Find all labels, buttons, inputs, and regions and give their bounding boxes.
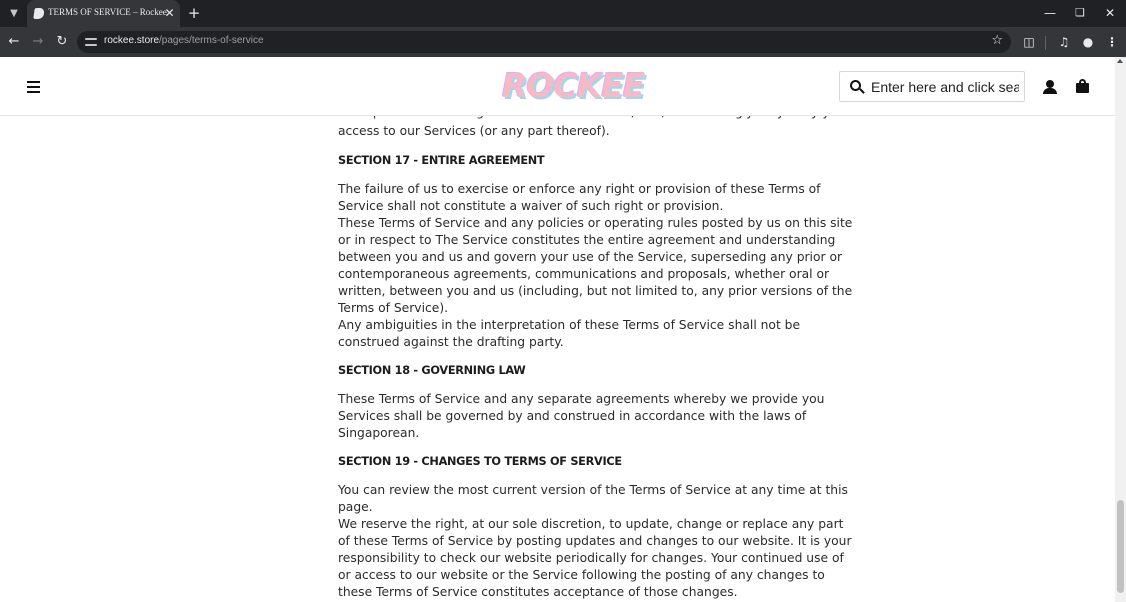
section-heading: SECTION 18 - GOVERNING LAW <box>338 364 526 377</box>
paragraph-line: Any ambiguities in the interpretation of these Terms of Service shall not be <box>338 318 801 332</box>
paragraph-line: You can review the most current version of the Terms of Service at any time at this <box>338 483 848 497</box>
browser-tab[interactable] <box>27 0 180 27</box>
account-icon[interactable] <box>1043 80 1057 94</box>
tab-search-icon[interactable]: ▼ <box>10 8 18 19</box>
menu-kebab-icon[interactable]: ⋮ <box>1106 35 1118 49</box>
paragraph-line: access to our Services (or any part thereof). <box>338 124 610 138</box>
minimize-icon[interactable]: — <box>1044 6 1056 20</box>
paragraph-line: The failure of us to exercise or enforce any right or provision of these Terms of <box>338 182 821 196</box>
back-icon[interactable]: ← <box>8 34 20 49</box>
hamburger-menu-icon[interactable] <box>27 81 40 93</box>
search-icon[interactable] <box>850 80 864 94</box>
paragraph-line: or in respect to The Service constitutes the entire agreement and understanding <box>338 233 836 247</box>
site-logo[interactable]: ROCKEE <box>502 66 645 105</box>
paragraph-line: These Terms of Service and any separate agreements whereby we provide you <box>338 392 825 406</box>
page-scrollbar[interactable] <box>1115 57 1126 602</box>
paragraph-line: These Terms of Service and any policies or operating rules posted by us on this site <box>338 216 853 230</box>
scroll-up-arrow-icon[interactable] <box>1117 59 1123 63</box>
forward-icon[interactable]: → <box>32 34 44 49</box>
toolbar-separator <box>1045 36 1046 50</box>
profile-icon[interactable]: ● <box>1082 35 1094 49</box>
url-host: rockee.store <box>104 35 160 46</box>
paragraph-line: written, between you and us (including, but not limited to, any prior versions of the <box>338 284 853 298</box>
paragraph-line: between you and us and govern your use of the Service, superseding any prior or <box>338 250 843 264</box>
tab-close-icon[interactable]: ✕ <box>164 6 175 20</box>
site-info-icon[interactable] <box>85 35 97 49</box>
paragraph-line: page. <box>338 500 373 514</box>
shopping-bag-icon[interactable] <box>1076 79 1089 93</box>
paragraph-line: Service shall not constitute a waiver of such right or provision. <box>338 199 724 213</box>
paragraph-line: of these Terms of Service by posting updates and changes to our website. It is your <box>338 534 852 548</box>
url-text[interactable] <box>104 35 264 46</box>
paragraph-line: Terms of Service). <box>338 301 449 315</box>
browser-tab-bar <box>0 0 1126 27</box>
section-heading: SECTION 17 - ENTIRE AGREEMENT <box>338 154 545 167</box>
paragraph-line: responsibility to check our website periodically for changes. Your continued use of <box>338 551 844 565</box>
search-input[interactable] <box>871 76 1019 98</box>
paragraph-line: Singaporean. <box>338 426 420 440</box>
paragraph-line: construed against the drafting party. <box>338 335 564 349</box>
url-path: /pages/terms-of-service <box>159 35 264 46</box>
section-heading: SECTION 19 - CHANGES TO TERMS OF SERVICE <box>338 455 622 468</box>
rockee-favicon-icon <box>33 8 45 19</box>
reload-icon[interactable]: ↻ <box>56 34 68 49</box>
search-box[interactable] <box>839 71 1025 102</box>
new-tab-icon[interactable]: + <box>187 4 201 22</box>
bookmark-star-icon[interactable]: ☆ <box>991 33 1003 48</box>
paragraph-line: or access to our website or the Service following the posting of any changes to <box>338 568 825 582</box>
site-header <box>0 57 1115 116</box>
paragraph-line: We reserve the right, at our sole discretion, to update, change or replace any part <box>338 517 844 531</box>
terms-content <box>338 116 853 602</box>
paragraph-line: these Terms of Service constitutes acceptance of those changes. <box>338 585 738 599</box>
paragraph-line: Services shall be governed by and construed in accordance with the laws of <box>338 409 807 423</box>
address-bar[interactable] <box>77 31 1011 53</box>
restore-icon[interactable]: ❏ <box>1075 6 1085 19</box>
extensions-icon[interactable]: ◫ <box>1023 35 1035 49</box>
window-close-icon[interactable]: ✕ <box>1104 6 1116 20</box>
scrollbar-thumb[interactable] <box>1117 500 1124 593</box>
media-control-icon[interactable]: ♫ <box>1058 35 1070 49</box>
browser-toolbar <box>0 27 1126 57</box>
paragraph-line: contemporaneous agreements, communications and proposals, whether oral or <box>338 267 830 281</box>
tab-title: TERMS OF SERVICE – Rockee <box>48 7 167 17</box>
